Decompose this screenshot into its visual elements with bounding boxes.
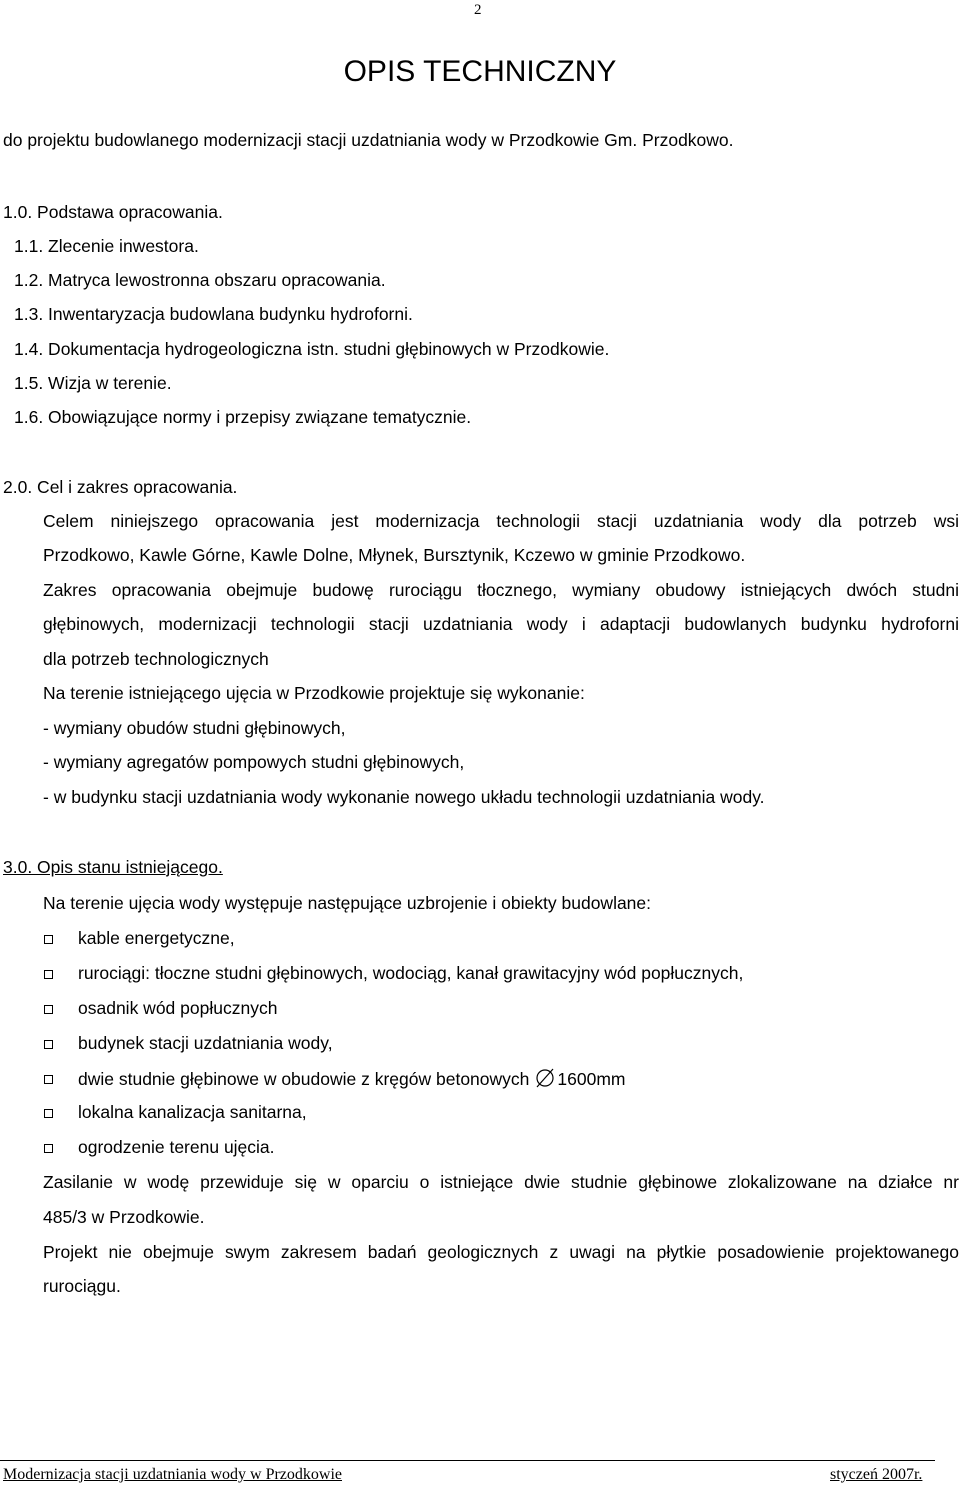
section-3-paragraph-2-line: Projekt nie obejmuje swym zakresem badań geologicznych z uwagi na płytkie posadowienie projektowanego — [43, 1242, 959, 1262]
section-3-paragraph-2-line: rurociągu. — [43, 1276, 121, 1296]
section-3-bullet-item: budynek stacji uzdatniania wody, — [78, 1033, 333, 1053]
footer-right: styczeń 2007r. — [830, 1466, 923, 1483]
section-2-heading: 2.0. Cel i zakres opracowania. — [3, 477, 238, 497]
section-2-paragraph-1-line: Celem niniejszego opracowania jest modernizacja technologii stacji uzdatniania wody dla potrzeb wsi — [43, 511, 959, 531]
footer-rule — [0, 1460, 935, 1461]
checkbox-bullet-icon — [44, 970, 53, 979]
section-1-item: 1.1. Zlecenie inwestora. — [14, 236, 199, 256]
section-3-heading: 3.0. Opis stanu istniejącego. — [3, 857, 223, 877]
section-2-dash-item: - wymiany agregatów pompowych studni głębinowych, — [43, 752, 465, 772]
section-3-bullet-item: dwie studnie głębinowe w obudowie z kręgów betonowych — [78, 1069, 530, 1089]
section-3-bullet-item: osadnik wód popłucznych — [78, 998, 278, 1018]
section-2-paragraph-1-line: Przodkowo, Kawle Górne, Kawle Dolne, Młynek, Bursztynik, Kczewo w gminie Przodkowo. — [43, 545, 746, 565]
section-3-bullet-item: lokalna kanalizacja sanitarna, — [78, 1102, 307, 1122]
page-number: 2 — [474, 2, 482, 18]
footer-left: Modernizacja stacji uzdatniania wody w Przodkowie — [3, 1466, 342, 1483]
checkbox-bullet-icon — [44, 1040, 53, 1049]
section-2-dash-item: - w budynku stacji uzdatniania wody wykonanie nowego układu technologii uzdatniania wody. — [43, 787, 765, 807]
section-2-dash-item: - wymiany obudów studni głębinowych, — [43, 718, 346, 738]
section-3-paragraph-1-line: 485/3 w Przodkowie. — [43, 1207, 205, 1227]
document-subtitle: do projektu budowlanego modernizacji stacji uzdatniania wody w Przodkowie Gm. Przodkowo. — [3, 130, 734, 150]
section-3-bullet-item: rurociągi: tłoczne studni głębinowych, wodociąg, kanał grawitacyjny wód popłucznych, — [78, 963, 744, 983]
section-1-item: 1.4. Dokumentacja hydrogeologiczna istn. studni głębinowych w Przodkowie. — [14, 339, 610, 359]
checkbox-bullet-icon — [44, 935, 53, 944]
section-1-item: 1.6. Obowiązujące normy i przepisy związane tematycznie. — [14, 407, 472, 427]
section-3-bullet-item: ogrodzenie terenu ujęcia. — [78, 1137, 275, 1157]
checkbox-bullet-icon — [44, 1144, 53, 1153]
section-3-bullet-item: kable energetyczne, — [78, 928, 235, 948]
diameter-symbol-icon — [535, 1068, 555, 1088]
document-title: OPIS TECHNICZNY — [343, 55, 617, 88]
section-2-paragraph-2-line: głębinowych, modernizacji technologii stacji uzdatniania wody i adaptacji budowlanych budynku hydroforni — [43, 614, 959, 634]
well-diameter-value: 1600mm — [557, 1069, 626, 1089]
checkbox-bullet-icon — [44, 1005, 53, 1014]
section-2-paragraph-2-line: dla potrzeb technologicznych — [43, 649, 269, 669]
section-2-paragraph-3: Na terenie istniejącego ujęcia w Przodkowie projektuje się wykonanie: — [43, 683, 585, 703]
section-1-item: 1.2. Matryca lewostronna obszaru opracowania. — [14, 270, 386, 290]
section-3-bullet-item-wells — [78, 1068, 625, 1089]
section-1-item: 1.3. Inwentaryzacja budowlana budynku hydroforni. — [14, 304, 413, 324]
section-1-item: 1.5. Wizja w terenie. — [14, 373, 172, 393]
checkbox-bullet-icon — [44, 1109, 53, 1118]
checkbox-bullet-icon — [44, 1075, 53, 1084]
section-2-paragraph-2-line: Zakres opracowania obejmuje budowę rurociągu tłocznego, wymiany obudowy istniejących dwóch studni — [43, 580, 959, 600]
section-3-intro: Na terenie ujęcia wody występuje następujące uzbrojenie i obiekty budowlane: — [43, 893, 652, 913]
section-3-paragraph-1-line: Zasilanie w wodę przewiduje się w oparciu o istniejące dwie studnie głębinowe zlokalizowane na działce nr — [43, 1172, 959, 1192]
section-1-heading: 1.0. Podstawa opracowania. — [3, 202, 223, 222]
